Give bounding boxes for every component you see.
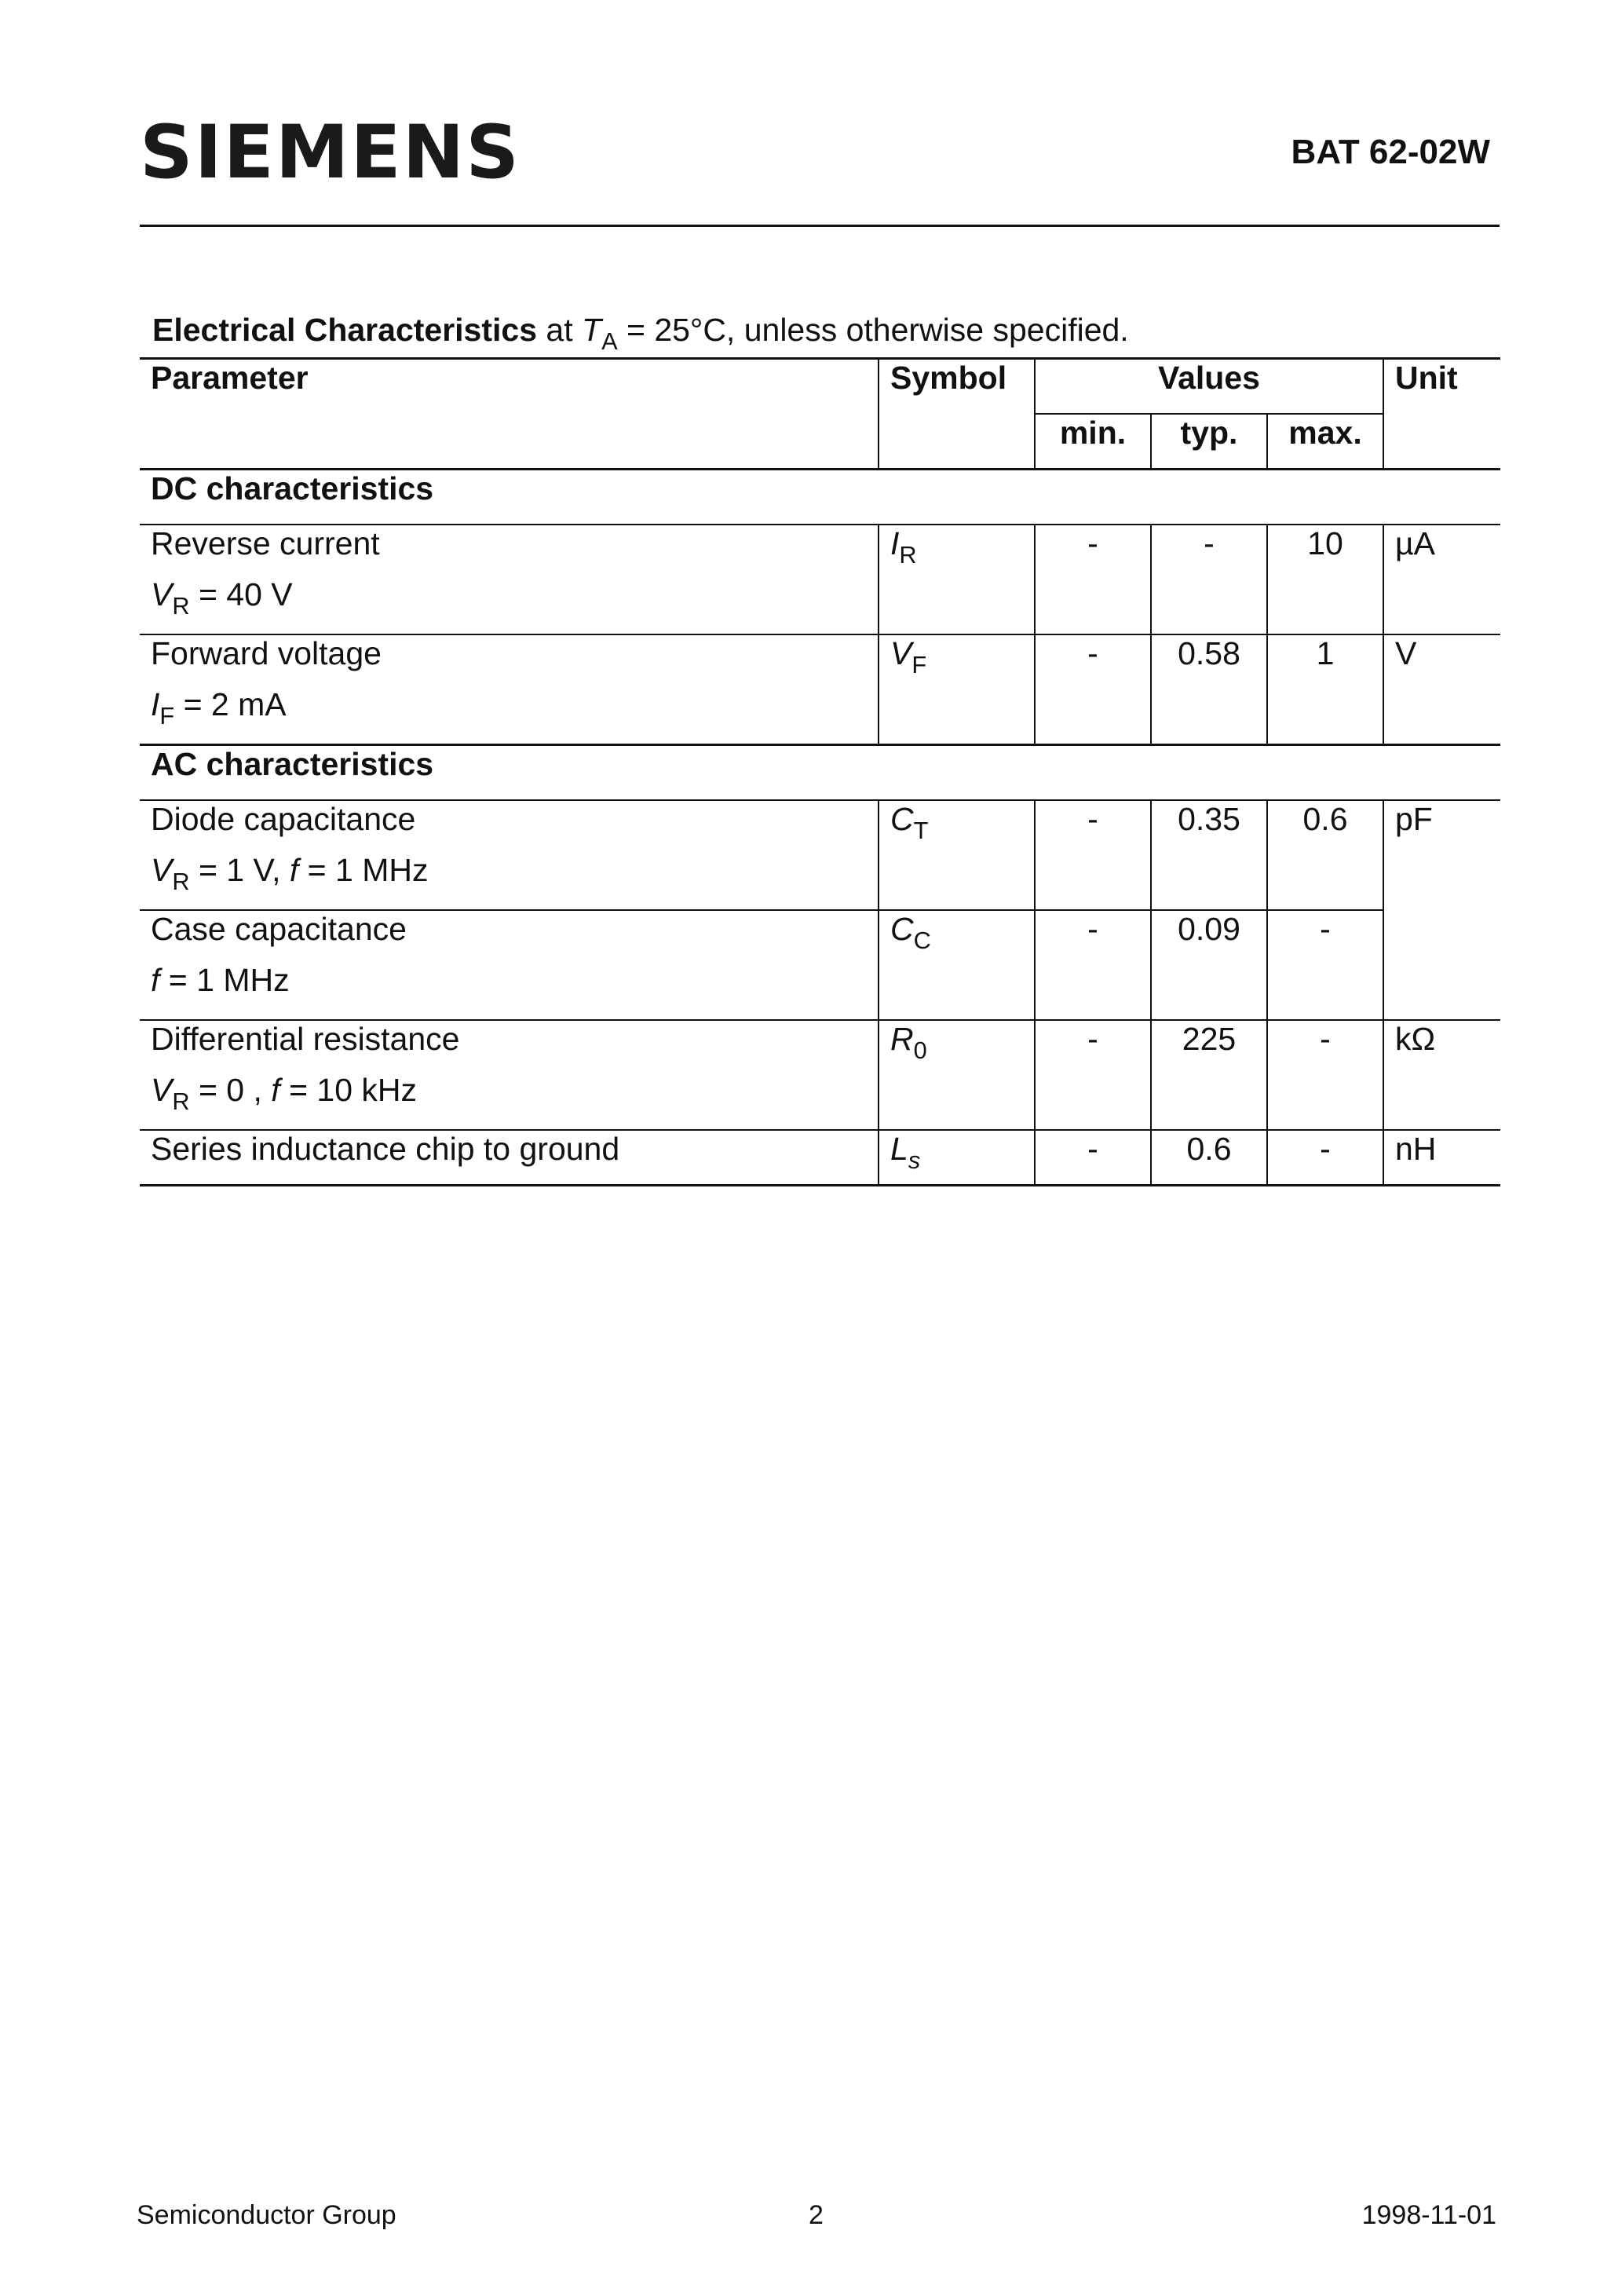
typ-value: 0.58	[1151, 634, 1267, 745]
symbol-subscript: s	[908, 1146, 921, 1174]
section-title: DC characteristics	[140, 470, 1500, 525]
symbol-letter: C	[890, 801, 914, 837]
min-value: -	[1035, 1020, 1151, 1130]
condition-text: = 1 V,	[189, 852, 290, 888]
header-values: Values	[1035, 359, 1383, 415]
symbol-subscript: 0	[913, 1036, 927, 1064]
parameter-name: Case capacitance	[151, 911, 407, 947]
max-value: 0.6	[1267, 800, 1383, 910]
condition-subscript: R	[172, 591, 190, 620]
unit-cell: nH	[1383, 1130, 1500, 1186]
header-max: max.	[1267, 414, 1383, 470]
condition-subscript: F	[159, 701, 175, 729]
parameter-cell	[140, 525, 879, 634]
condition-text: = 2 mA	[174, 686, 287, 722]
header-parameter: Parameter	[140, 359, 879, 470]
header-unit: Unit	[1383, 359, 1500, 470]
siemens-logo: SIEMENS	[140, 110, 521, 196]
header-typ: typ.	[1151, 414, 1267, 470]
max-value: -	[1267, 1130, 1383, 1186]
parameter-name: Reverse current	[151, 525, 380, 561]
symbol-cell	[879, 1020, 1035, 1130]
symbol-cell	[879, 634, 1035, 745]
symbol-letter: L	[890, 1131, 908, 1167]
max-value: -	[1267, 910, 1383, 1020]
unit-cell: V	[1383, 634, 1500, 745]
table-row	[140, 800, 1500, 910]
section-row-dc	[140, 470, 1500, 525]
footer-page-number: 2	[809, 2200, 824, 2230]
max-value: -	[1267, 1020, 1383, 1130]
symbol-letter: R	[890, 1021, 914, 1057]
caption-at: at	[546, 312, 573, 348]
table-row	[140, 634, 1500, 745]
unit-cell: µA	[1383, 525, 1500, 634]
symbol-subscript: C	[913, 926, 931, 954]
parameter-cell	[140, 800, 879, 910]
table-row	[140, 1020, 1500, 1130]
table-row	[140, 910, 1500, 1020]
condition-variable: f	[151, 962, 160, 998]
condition-text: = 40 V	[189, 576, 293, 612]
test-condition	[151, 686, 867, 729]
min-value: -	[1035, 1130, 1151, 1186]
header-row	[140, 359, 1500, 415]
condition-variable: I	[151, 686, 160, 722]
min-value: -	[1035, 525, 1151, 634]
min-value: -	[1035, 800, 1151, 910]
condition-text: = 1 MHz	[298, 852, 429, 888]
part-number: BAT 62-02W	[1291, 133, 1490, 171]
condition-variable: V	[151, 852, 173, 888]
parameter-name: Series inductance chip to ground	[151, 1131, 620, 1167]
typ-value: 225	[1151, 1020, 1267, 1130]
typ-value: 0.09	[1151, 910, 1267, 1020]
condition-text: = 0 ,	[189, 1072, 272, 1108]
test-condition	[151, 576, 867, 620]
condition-variable: f	[271, 1072, 280, 1108]
symbol-cell	[879, 525, 1035, 634]
footer-date: 1998-11-01	[1361, 2200, 1496, 2230]
parameter-name: Differential resistance	[151, 1021, 460, 1057]
test-condition	[151, 962, 867, 999]
caption-ta-subscript: A	[601, 327, 618, 355]
condition-text: = 1 MHz	[159, 962, 290, 998]
table-row	[140, 1130, 1500, 1186]
max-value: 1	[1267, 634, 1383, 745]
symbol-letter: V	[890, 635, 912, 671]
min-value: -	[1035, 910, 1151, 1020]
caption-condition: = 25°C, unless otherwise specified.	[626, 312, 1129, 348]
condition-subscript: R	[172, 867, 190, 895]
unit-cell: pF	[1383, 800, 1500, 1020]
symbol-cell	[879, 1130, 1035, 1186]
parameter-cell	[140, 1130, 879, 1186]
parameter-cell	[140, 910, 879, 1020]
typ-value: 0.35	[1151, 800, 1267, 910]
symbol-letter: I	[890, 525, 900, 561]
header-min: min.	[1035, 414, 1151, 470]
symbol-subscript: T	[913, 816, 929, 844]
condition-variable: V	[151, 576, 173, 612]
test-condition	[151, 852, 867, 895]
parameter-cell	[140, 634, 879, 745]
condition-text: = 10 kHz	[279, 1072, 418, 1108]
section-row-ac	[140, 745, 1500, 801]
unit-cell: kΩ	[1383, 1020, 1500, 1130]
electrical-characteristics-table	[140, 357, 1500, 1186]
typ-value: -	[1151, 525, 1267, 634]
test-condition	[151, 1072, 867, 1115]
header-divider	[140, 225, 1500, 227]
parameter-name: Diode capacitance	[151, 801, 416, 837]
condition-subscript: R	[172, 1087, 190, 1115]
symbol-cell	[879, 800, 1035, 910]
section-title: AC characteristics	[140, 745, 1500, 801]
symbol-cell	[879, 910, 1035, 1020]
table-row	[140, 525, 1500, 634]
symbol-subscript: R	[899, 540, 917, 569]
footer-publisher: Semiconductor Group	[137, 2200, 396, 2230]
symbol-subscript: F	[911, 650, 927, 678]
condition-variable: V	[151, 1072, 173, 1108]
table-caption	[152, 312, 1129, 355]
header-symbol: Symbol	[879, 359, 1035, 470]
symbol-letter: C	[890, 911, 914, 947]
max-value: 10	[1267, 525, 1383, 634]
min-value: -	[1035, 634, 1151, 745]
caption-title: Electrical Characteristics	[152, 312, 537, 348]
parameter-cell	[140, 1020, 879, 1130]
parameter-name: Forward voltage	[151, 635, 382, 671]
typ-value: 0.6	[1151, 1130, 1267, 1186]
caption-ta-symbol: T	[582, 312, 602, 348]
condition-variable: f	[289, 852, 299, 888]
